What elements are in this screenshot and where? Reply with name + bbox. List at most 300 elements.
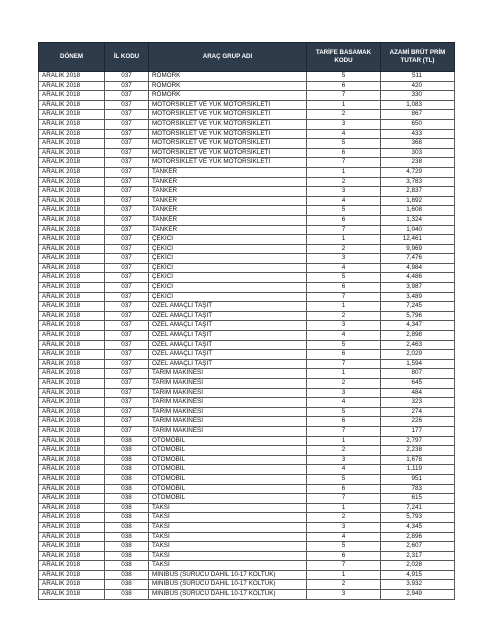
vehicle-group-cell: MOTORSİKLET VE YÜK MOTORSİKLETİ xyxy=(149,139,307,149)
vehicle-group-cell: ÖZEL AMAÇLI TAŞIT xyxy=(149,359,307,369)
tariff-step-cell: 1 xyxy=(307,503,381,513)
tariff-step-cell: 6 xyxy=(307,551,381,561)
tariff-step-cell: 7 xyxy=(307,359,381,369)
period-cell: ARALIK 2018 xyxy=(39,580,105,590)
period-cell: ARALIK 2018 xyxy=(39,302,105,312)
vehicle-group-cell: TANKER xyxy=(149,177,307,187)
table-row xyxy=(39,110,455,120)
tariff-step-cell: 5 xyxy=(307,206,381,216)
province-code-cell: 037 xyxy=(105,292,149,302)
province-code-cell: 038 xyxy=(105,446,149,456)
tariff-step-cell: 1 xyxy=(307,167,381,177)
table-row xyxy=(39,177,455,187)
table-row xyxy=(39,446,455,456)
tariff-step-cell: 3 xyxy=(307,254,381,264)
header-period: DÖNEM xyxy=(39,43,105,72)
table-row xyxy=(39,331,455,341)
table-row xyxy=(39,273,455,283)
vehicle-group-cell: TARIM MAKİNESİ xyxy=(149,426,307,436)
tariff-step-cell: 6 xyxy=(307,350,381,360)
tariff-step-cell: 2 xyxy=(307,446,381,456)
vehicle-group-cell: ÖZEL AMAÇLI TAŞIT xyxy=(149,350,307,360)
premium-amount-cell: 2,797 xyxy=(381,436,455,446)
tariff-step-cell: 6 xyxy=(307,417,381,427)
period-cell: ARALIK 2018 xyxy=(39,446,105,456)
vehicle-group-cell: TAKSİ xyxy=(149,513,307,523)
vehicle-group-cell: OTOMOBİL xyxy=(149,455,307,465)
premium-amount-cell: 4,347 xyxy=(381,321,455,331)
vehicle-group-cell: TAKSİ xyxy=(149,542,307,552)
premium-amount-cell: 867 xyxy=(381,110,455,120)
vehicle-group-cell: TARIM MAKİNESİ xyxy=(149,407,307,417)
province-code-cell: 038 xyxy=(105,580,149,590)
province-code-cell: 038 xyxy=(105,474,149,484)
tariff-step-cell: 6 xyxy=(307,81,381,91)
tariff-step-cell: 7 xyxy=(307,91,381,101)
period-cell: ARALIK 2018 xyxy=(39,110,105,120)
premium-amount-cell: 2,317 xyxy=(381,551,455,561)
table-row xyxy=(39,187,455,197)
tariff-step-cell: 6 xyxy=(307,148,381,158)
vehicle-group-cell: ÖZEL AMAÇLI TAŞIT xyxy=(149,321,307,331)
premium-amount-cell: 3,932 xyxy=(381,580,455,590)
province-code-cell: 037 xyxy=(105,167,149,177)
table-row xyxy=(39,388,455,398)
province-code-cell: 037 xyxy=(105,311,149,321)
table-row xyxy=(39,81,455,91)
period-cell: ARALIK 2018 xyxy=(39,590,105,600)
province-code-cell: 037 xyxy=(105,359,149,369)
premium-amount-cell: 1,594 xyxy=(381,359,455,369)
premium-amount-cell: 2,607 xyxy=(381,542,455,552)
table-row xyxy=(39,235,455,245)
vehicle-group-cell: MİNİBÜS (SÜRÜCÜ DAHİL 10-17 KOLTUK) xyxy=(149,590,307,600)
vehicle-group-cell: TANKER xyxy=(149,225,307,235)
premium-amount-cell: 1,040 xyxy=(381,225,455,235)
province-code-cell: 038 xyxy=(105,494,149,504)
table-row xyxy=(39,379,455,389)
premium-amount-cell: 177 xyxy=(381,426,455,436)
vehicle-group-cell: TAKSİ xyxy=(149,522,307,532)
tariff-step-cell: 3 xyxy=(307,388,381,398)
tariff-step-cell: 1 xyxy=(307,235,381,245)
tariff-step-cell: 3 xyxy=(307,119,381,129)
table-row xyxy=(39,158,455,168)
province-code-cell: 037 xyxy=(105,350,149,360)
table-body xyxy=(39,72,455,600)
province-code-cell: 038 xyxy=(105,513,149,523)
vehicle-group-cell: RÖMORK xyxy=(149,91,307,101)
header-max-gross-premium: AZAMİ BRÜT PRİM TUTAR (TL) xyxy=(381,43,455,72)
province-code-cell: 037 xyxy=(105,206,149,216)
vehicle-group-cell: OTOMOBİL xyxy=(149,446,307,456)
premium-amount-cell: 433 xyxy=(381,129,455,139)
tariff-step-cell: 4 xyxy=(307,129,381,139)
table-row xyxy=(39,196,455,206)
period-cell: ARALIK 2018 xyxy=(39,225,105,235)
province-code-cell: 038 xyxy=(105,484,149,494)
premium-amount-cell: 2,896 xyxy=(381,532,455,542)
premium-amount-cell: 1,892 xyxy=(381,196,455,206)
premium-amount-cell: 330 xyxy=(381,91,455,101)
vehicle-group-cell: MİNİBÜS (SÜRÜCÜ DAHİL 10-17 KOLTUK) xyxy=(149,570,307,580)
tariff-step-cell: 5 xyxy=(307,474,381,484)
table-row xyxy=(39,570,455,580)
period-cell: ARALIK 2018 xyxy=(39,359,105,369)
province-code-cell: 037 xyxy=(105,139,149,149)
province-code-cell: 037 xyxy=(105,263,149,273)
premium-amount-cell: 2,837 xyxy=(381,187,455,197)
period-cell: ARALIK 2018 xyxy=(39,235,105,245)
province-code-cell: 038 xyxy=(105,465,149,475)
period-cell: ARALIK 2018 xyxy=(39,263,105,273)
table-row xyxy=(39,91,455,101)
period-cell: ARALIK 2018 xyxy=(39,91,105,101)
table-row xyxy=(39,100,455,110)
premium-amount-cell: 9,969 xyxy=(381,244,455,254)
vehicle-group-cell: MOTORSİKLET VE YÜK MOTORSİKLETİ xyxy=(149,158,307,168)
table-row xyxy=(39,465,455,475)
table-row xyxy=(39,283,455,293)
vehicle-group-cell: ÇEKİCİ xyxy=(149,292,307,302)
tariff-step-cell: 6 xyxy=(307,283,381,293)
vehicle-group-cell: TAKSİ xyxy=(149,551,307,561)
table-row xyxy=(39,551,455,561)
premium-amount-cell: 7,241 xyxy=(381,503,455,513)
tariff-step-cell: 5 xyxy=(307,542,381,552)
province-code-cell: 037 xyxy=(105,254,149,264)
table-row xyxy=(39,139,455,149)
vehicle-group-cell: ÇEKİCİ xyxy=(149,254,307,264)
vehicle-group-cell: TARIM MAKİNESİ xyxy=(149,388,307,398)
premium-amount-cell: 783 xyxy=(381,484,455,494)
premium-amount-cell: 1,119 xyxy=(381,465,455,475)
period-cell: ARALIK 2018 xyxy=(39,311,105,321)
tariff-step-cell: 2 xyxy=(307,379,381,389)
vehicle-group-cell: MOTORSİKLET VE YÜK MOTORSİKLETİ xyxy=(149,100,307,110)
province-code-cell: 037 xyxy=(105,388,149,398)
premium-amount-cell: 5,796 xyxy=(381,311,455,321)
table-row xyxy=(39,206,455,216)
tariff-step-cell: 3 xyxy=(307,590,381,600)
table-row xyxy=(39,503,455,513)
table-row xyxy=(39,580,455,590)
province-code-cell: 037 xyxy=(105,331,149,341)
table-row xyxy=(39,321,455,331)
period-cell: ARALIK 2018 xyxy=(39,398,105,408)
tariff-step-cell: 4 xyxy=(307,196,381,206)
table-row xyxy=(39,455,455,465)
tariff-step-cell: 1 xyxy=(307,369,381,379)
vehicle-group-cell: OTOMOBİL xyxy=(149,465,307,475)
province-code-cell: 037 xyxy=(105,369,149,379)
table-row xyxy=(39,474,455,484)
period-cell: ARALIK 2018 xyxy=(39,494,105,504)
province-code-cell: 037 xyxy=(105,283,149,293)
tariff-step-cell: 2 xyxy=(307,513,381,523)
vehicle-group-cell: ÇEKİCİ xyxy=(149,263,307,273)
province-code-cell: 038 xyxy=(105,590,149,600)
province-code-cell: 037 xyxy=(105,225,149,235)
vehicle-group-cell: MOTORSİKLET VE YÜK MOTORSİKLETİ xyxy=(149,129,307,139)
table-row xyxy=(39,561,455,571)
province-code-cell: 037 xyxy=(105,119,149,129)
province-code-cell: 037 xyxy=(105,158,149,168)
vehicle-group-cell: ÇEKİCİ xyxy=(149,235,307,245)
vehicle-group-cell: TANKER xyxy=(149,206,307,216)
province-code-cell: 038 xyxy=(105,455,149,465)
table-row xyxy=(39,398,455,408)
province-code-cell: 037 xyxy=(105,177,149,187)
table-row xyxy=(39,340,455,350)
premium-amount-cell: 2,029 xyxy=(381,350,455,360)
premium-amount-cell: 1,678 xyxy=(381,455,455,465)
tariff-step-cell: 7 xyxy=(307,292,381,302)
vehicle-group-cell: OTOMOBİL xyxy=(149,494,307,504)
province-code-cell: 037 xyxy=(105,196,149,206)
province-code-cell: 037 xyxy=(105,148,149,158)
vehicle-group-cell: MOTORSİKLET VE YÜK MOTORSİKLETİ xyxy=(149,119,307,129)
header-province-code: İL KODU xyxy=(105,43,149,72)
vehicle-group-cell: MOTORSİKLET VE YÜK MOTORSİKLETİ xyxy=(149,148,307,158)
period-cell: ARALIK 2018 xyxy=(39,369,105,379)
province-code-cell: 038 xyxy=(105,561,149,571)
premium-amount-cell: 323 xyxy=(381,398,455,408)
tariff-step-cell: 7 xyxy=(307,225,381,235)
vehicle-group-cell: OTOMOBİL xyxy=(149,436,307,446)
table-row xyxy=(39,311,455,321)
period-cell: ARALIK 2018 xyxy=(39,72,105,82)
table-row xyxy=(39,522,455,532)
table-row xyxy=(39,513,455,523)
table-row xyxy=(39,148,455,158)
premium-amount-cell: 3,489 xyxy=(381,292,455,302)
premium-amount-cell: 615 xyxy=(381,494,455,504)
table-row xyxy=(39,426,455,436)
premium-amount-cell: 2,028 xyxy=(381,561,455,571)
province-code-cell: 037 xyxy=(105,321,149,331)
period-cell: ARALIK 2018 xyxy=(39,148,105,158)
period-cell: ARALIK 2018 xyxy=(39,244,105,254)
province-code-cell: 038 xyxy=(105,551,149,561)
tariff-step-cell: 1 xyxy=(307,436,381,446)
table-row xyxy=(39,484,455,494)
province-code-cell: 037 xyxy=(105,72,149,82)
province-code-cell: 037 xyxy=(105,91,149,101)
vehicle-group-cell: MOTORSİKLET VE YÜK MOTORSİKLETİ xyxy=(149,110,307,120)
tariff-step-cell: 2 xyxy=(307,110,381,120)
vehicle-group-cell: ÖZEL AMAÇLI TAŞIT xyxy=(149,331,307,341)
period-cell: ARALIK 2018 xyxy=(39,436,105,446)
table-row xyxy=(39,263,455,273)
vehicle-group-cell: ÖZEL AMAÇLI TAŞIT xyxy=(149,302,307,312)
tariff-step-cell: 3 xyxy=(307,321,381,331)
vehicle-group-cell: ÇEKİCİ xyxy=(149,283,307,293)
vehicle-group-cell: RÖMORK xyxy=(149,72,307,82)
tariff-step-cell: 4 xyxy=(307,465,381,475)
period-cell: ARALIK 2018 xyxy=(39,379,105,389)
premium-amount-cell: 368 xyxy=(381,139,455,149)
period-cell: ARALIK 2018 xyxy=(39,522,105,532)
vehicle-group-cell: ÖZEL AMAÇLI TAŞIT xyxy=(149,311,307,321)
province-code-cell: 038 xyxy=(105,436,149,446)
period-cell: ARALIK 2018 xyxy=(39,177,105,187)
premium-amount-cell: 1,324 xyxy=(381,215,455,225)
tariff-step-cell: 6 xyxy=(307,215,381,225)
vehicle-group-cell: ÇEKİCİ xyxy=(149,244,307,254)
province-code-cell: 037 xyxy=(105,302,149,312)
premium-amount-cell: 226 xyxy=(381,417,455,427)
period-cell: ARALIK 2018 xyxy=(39,484,105,494)
tariff-step-cell: 3 xyxy=(307,522,381,532)
period-cell: ARALIK 2018 xyxy=(39,570,105,580)
vehicle-group-cell: ÇEKİCİ xyxy=(149,273,307,283)
period-cell: ARALIK 2018 xyxy=(39,100,105,110)
tariff-table-sheet xyxy=(38,42,454,600)
premium-amount-cell: 274 xyxy=(381,407,455,417)
premium-amount-cell: 2,238 xyxy=(381,446,455,456)
vehicle-group-cell: TAKSİ xyxy=(149,503,307,513)
premium-amount-cell: 303 xyxy=(381,148,455,158)
premium-amount-cell: 807 xyxy=(381,369,455,379)
period-cell: ARALIK 2018 xyxy=(39,542,105,552)
province-code-cell: 037 xyxy=(105,110,149,120)
period-cell: ARALIK 2018 xyxy=(39,321,105,331)
province-code-cell: 037 xyxy=(105,235,149,245)
tariff-step-cell: 1 xyxy=(307,570,381,580)
vehicle-group-cell: TANKER xyxy=(149,167,307,177)
table-row xyxy=(39,417,455,427)
vehicle-group-cell: TANKER xyxy=(149,215,307,225)
province-code-cell: 037 xyxy=(105,100,149,110)
premium-amount-cell: 12,461 xyxy=(381,235,455,245)
premium-amount-cell: 7,476 xyxy=(381,254,455,264)
premium-amount-cell: 4,729 xyxy=(381,167,455,177)
premium-amount-cell: 645 xyxy=(381,379,455,389)
vehicle-group-cell: TARIM MAKİNESİ xyxy=(149,369,307,379)
table-row xyxy=(39,254,455,264)
period-cell: ARALIK 2018 xyxy=(39,331,105,341)
tariff-step-cell: 7 xyxy=(307,158,381,168)
province-code-cell: 037 xyxy=(105,379,149,389)
table-row xyxy=(39,436,455,446)
table-row xyxy=(39,407,455,417)
tariff-step-cell: 7 xyxy=(307,494,381,504)
vehicle-group-cell: TARIM MAKİNESİ xyxy=(149,379,307,389)
period-cell: ARALIK 2018 xyxy=(39,513,105,523)
period-cell: ARALIK 2018 xyxy=(39,474,105,484)
premium-amount-cell: 1,608 xyxy=(381,206,455,216)
vehicle-group-cell: TARIM MAKİNESİ xyxy=(149,417,307,427)
tariff-step-cell: 2 xyxy=(307,244,381,254)
period-cell: ARALIK 2018 xyxy=(39,503,105,513)
premium-amount-cell: 511 xyxy=(381,72,455,82)
vehicle-group-cell: TANKER xyxy=(149,196,307,206)
table-row xyxy=(39,215,455,225)
table-row xyxy=(39,359,455,369)
period-cell: ARALIK 2018 xyxy=(39,465,105,475)
period-cell: ARALIK 2018 xyxy=(39,407,105,417)
province-code-cell: 037 xyxy=(105,398,149,408)
table-row xyxy=(39,590,455,600)
province-code-cell: 037 xyxy=(105,244,149,254)
vehicle-group-cell: OTOMOBİL xyxy=(149,484,307,494)
vehicle-group-cell: TANKER xyxy=(149,187,307,197)
vehicle-group-cell: TARIM MAKİNESİ xyxy=(149,398,307,408)
period-cell: ARALIK 2018 xyxy=(39,561,105,571)
period-cell: ARALIK 2018 xyxy=(39,340,105,350)
tariff-step-cell: 5 xyxy=(307,139,381,149)
period-cell: ARALIK 2018 xyxy=(39,81,105,91)
period-cell: ARALIK 2018 xyxy=(39,455,105,465)
tariff-step-cell: 4 xyxy=(307,532,381,542)
tariff-step-cell: 2 xyxy=(307,580,381,590)
vehicle-group-cell: TAKSİ xyxy=(149,532,307,542)
period-cell: ARALIK 2018 xyxy=(39,283,105,293)
period-cell: ARALIK 2018 xyxy=(39,426,105,436)
province-code-cell: 037 xyxy=(105,417,149,427)
table-row xyxy=(39,119,455,129)
tariff-step-cell: 4 xyxy=(307,331,381,341)
period-cell: ARALIK 2018 xyxy=(39,158,105,168)
period-cell: ARALIK 2018 xyxy=(39,139,105,149)
premium-amount-cell: 3,783 xyxy=(381,177,455,187)
table-row xyxy=(39,350,455,360)
period-cell: ARALIK 2018 xyxy=(39,254,105,264)
province-code-cell: 037 xyxy=(105,187,149,197)
tariff-step-cell: 4 xyxy=(307,263,381,273)
tariff-step-cell: 5 xyxy=(307,407,381,417)
premium-amount-cell: 2,949 xyxy=(381,590,455,600)
period-cell: ARALIK 2018 xyxy=(39,196,105,206)
table-row xyxy=(39,369,455,379)
tariff-step-cell: 1 xyxy=(307,100,381,110)
province-code-cell: 037 xyxy=(105,407,149,417)
tariff-step-cell: 7 xyxy=(307,426,381,436)
province-code-cell: 038 xyxy=(105,542,149,552)
vehicle-group-cell: MİNİBÜS (SÜRÜCÜ DAHİL 10-17 KOLTUK) xyxy=(149,580,307,590)
tariff-step-cell: 5 xyxy=(307,340,381,350)
tariff-step-cell: 3 xyxy=(307,187,381,197)
vehicle-group-cell: TAKSİ xyxy=(149,561,307,571)
table-row xyxy=(39,542,455,552)
vehicle-group-cell: OTOMOBİL xyxy=(149,474,307,484)
province-code-cell: 037 xyxy=(105,426,149,436)
province-code-cell: 037 xyxy=(105,273,149,283)
period-cell: ARALIK 2018 xyxy=(39,215,105,225)
table-header-row xyxy=(39,43,455,72)
period-cell: ARALIK 2018 xyxy=(39,167,105,177)
province-code-cell: 037 xyxy=(105,215,149,225)
table-row xyxy=(39,494,455,504)
period-cell: ARALIK 2018 xyxy=(39,119,105,129)
tariff-step-cell: 2 xyxy=(307,177,381,187)
period-cell: ARALIK 2018 xyxy=(39,273,105,283)
premium-amount-cell: 5,793 xyxy=(381,513,455,523)
table-row xyxy=(39,167,455,177)
premium-amount-cell: 238 xyxy=(381,158,455,168)
premium-amount-cell: 1,083 xyxy=(381,100,455,110)
period-cell: ARALIK 2018 xyxy=(39,388,105,398)
tariff-step-cell: 2 xyxy=(307,311,381,321)
province-code-cell: 037 xyxy=(105,81,149,91)
vehicle-group-cell: RÖMORK xyxy=(149,81,307,91)
tariff-step-cell: 5 xyxy=(307,72,381,82)
premium-amount-cell: 2,898 xyxy=(381,331,455,341)
tariff-step-cell: 1 xyxy=(307,302,381,312)
province-code-cell: 038 xyxy=(105,570,149,580)
table-row xyxy=(39,292,455,302)
